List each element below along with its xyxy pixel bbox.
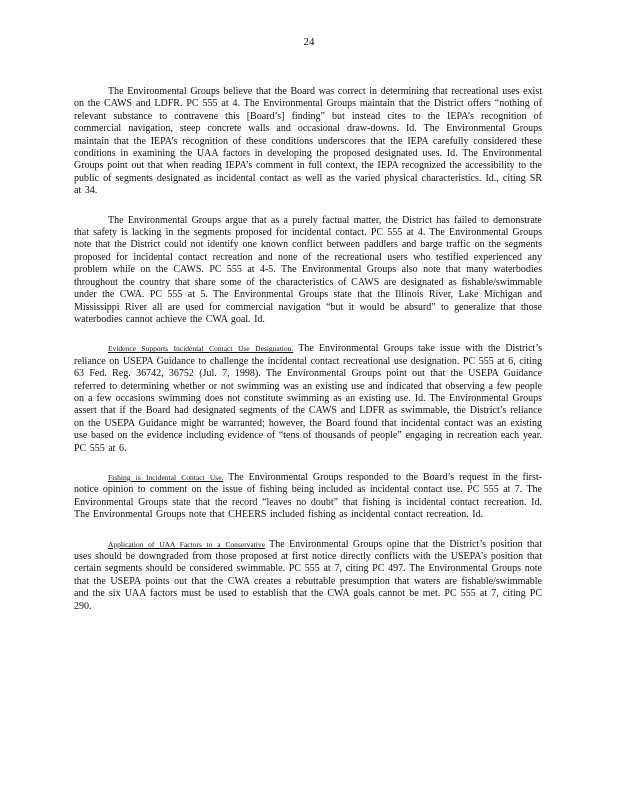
paragraph-text: The Environmental Groups take issue with the District’s reliance on USEPA Guidance to challenge the incidental contact recreational use designation. PC 555 at 6, citing 63 Fed. Reg. 36742, 36752 (Jul. 7, 1998). The Environmental Groups point out that the USEPA Guidance referred to determining whether or not swimming was an existing use and indicated that observing a few people on a few occasions swimming does not constitute swimming as an existing use. Id. The Environmental Groups assert that if the Board had designated segments of the CAWS and LDFR as swimmable, the District’s reliance on the USEPA Guidance might be warranted; however, the Board found that incidental contact was an existing use based on the evidence including evidence of “tens of thousands of people” engaging in recreation each year. PC 555 at 6. <box>74 343 543 454</box>
paragraph-recreational-uses <box>74 86 542 198</box>
document-body <box>74 86 542 630</box>
paragraph-uaa-factors <box>74 539 542 613</box>
paragraph-evidence <box>74 343 542 455</box>
paragraph-text: The Environmental Groups responded to the Board’s request in the first-notice opinion to comment on the issue of fishing being included as incidental contact use. PC 555 at 7. The Environmental Groups state that the record “leaves no doubt” that fishing is incidental contact recreation. Id. The Environmental Groups note that CHEERS included fishing as incidental contact recreation. Id. <box>74 471 542 521</box>
paragraph-fishing <box>74 472 542 522</box>
paragraph-safety <box>74 215 542 327</box>
paragraph-text: The Environmental Groups argue that as a purely factual matter, the District has failed to demonstrate that safety is lacking in the segments proposed for incidental contact. PC 555 at 4. The Environmental Groups note that the District could not identify one known conflict between paddlers and barge traffic on the segments proposed for incidental contact recreation and none of the recreational users who testified experienced any problem while on the CAWS. PC 555 at 4-5. The Environmental Groups also note that many waterbodies throughout the country that share some of the characteristics of CAWS are designated as fishable/swimmable under the CWA. PC 555 at 5. The Environmental Groups state that the Illinois River, Lake Michigan and Mississippi River all are used for commercial navigation “but it would be absurd” to generalize that those waterbodies cannot achieve the CWA goal. Id. <box>74 214 542 325</box>
section-heading-evidence: Evidence Supports Incidental Contact Use Designation. <box>108 344 294 354</box>
section-heading-uaa: Application of UAA Factors to a Conservative <box>108 539 265 549</box>
paragraph-text: The Environmental Groups opine that the District’s position that uses should be downgraded from those proposed at first notice directly conflicts with the USEPA’s position that certain segments should be considered swimmable. PC 555 at 7, citing PC 497. The Environmental Groups note that the USEPA points out that the CWA creates a rebuttable presumption that waters are fishable/swimmable and the six UAA factors must be used to establish that the CWA goals cannot be met. PC 555 at 7, citing PC 290. <box>74 538 542 612</box>
section-heading-fishing: Fishing is Incidental Contact Use. <box>108 472 224 482</box>
page-number: 24 <box>303 36 315 48</box>
paragraph-text: The Environmental Groups believe that the Board was correct in determining that recreational uses exist on the CAWS and LDFR. PC 555 at 4. The Environmental Groups maintain that the District offers “nothing of relevant substance to contravene this [Board’s] finding” but instead cites to the IEPA’s recognition of commercial navigation, steep concrete walls and occasional draw-downs. Id. The Environmental Groups maintain that the IEPA’s recognition of these conditions underscores that the IEPA carefully considered these conditions in examining the UAA factors in developing the proposed designated uses. Id. The Environmental Groups point out that when reading IEPA’s comment in full context, the IEPA recognized the accessibility to the public of segments designated as incidental contact as well as the varied physical characteristics. Id., citing SR at 34. <box>74 86 542 197</box>
